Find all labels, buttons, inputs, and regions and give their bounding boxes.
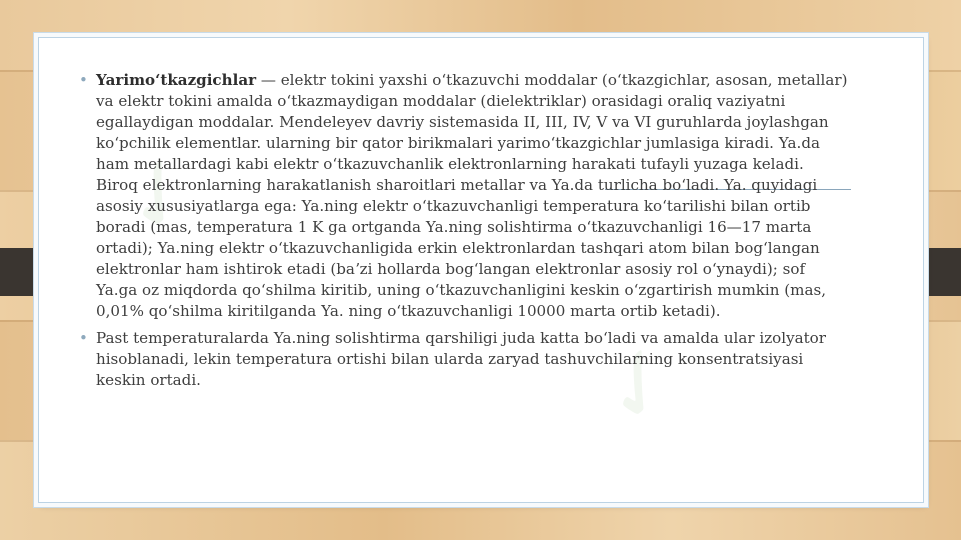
bullet-text: Past temperaturalarda Ya.ning solishtirma qarshiligi juda katta boʻladi va amalda ular izolyator hisoblanadi, lekin temperatura ortishi bilan ularda zaryad tashuvchilarning konsentratsiyasi keskin ortadi. <box>96 329 826 389</box>
bullet-icon: • <box>79 71 88 89</box>
bullet-term: Yarimoʻtkazgichlar <box>96 71 257 89</box>
slide-body <box>78 70 848 391</box>
bullet-item-2 <box>78 328 848 391</box>
bullet-text: — elektr tokini yaxshi oʻtkazuvchi moddalar (oʻtkazgichlar, asosan, metallar) va elektr tokini amalda oʻtkazmaydigan moddalar (dielektriklar) orasidagi oraliq vaziyatni egallaydigan moddalar. Mendeleyev davriy sistemasida II, III, IV, V va VI guruhlarda joylashgan koʻpchilik elementlar. ularning bir qator birikmalari yarimoʻtkazgichlar jumlasiga kiradi. Ya.da ham metallardagi kabi elektr oʻtkazuvchanlik elektronlarning harakati tufayli yuzaga keladi. Biroq elektronlarning harakatlanish sharoitlari metallar va Ya.da turlicha boʻladi. Ya. quyidagi asosiy xususiyatlarga ega: Ya.ning elektr oʻtkazuvchanligi temperatura koʻtarilishi bilan ortib boradi (mas, temperatura 1 K ga ortganda Ya.ning solishtirma oʻtkazuvchanligi 16—17 marta ortadi); Ya.ning elektr oʻtkazuvchanligida erkin elektronlardan tashqari atom bilan bogʻlangan elektronlar ham ishtirok etadi (baʼzi hollarda bogʻlangan elektronlar asosiy rol oʻynaydi); sof Ya.ga oz miqdorda qoʻshilma kiritib, uning oʻtkazuvchanligini keskin oʻzgartirish mumkin (mas, 0,01% qoʻshilma kiritilganda Ya. ning oʻtkazuvchanligi 10000 marta ortib ketadi). <box>96 71 848 320</box>
bullet-icon: • <box>79 329 88 347</box>
bullet-list <box>78 70 848 391</box>
bullet-item-1 <box>78 70 848 322</box>
